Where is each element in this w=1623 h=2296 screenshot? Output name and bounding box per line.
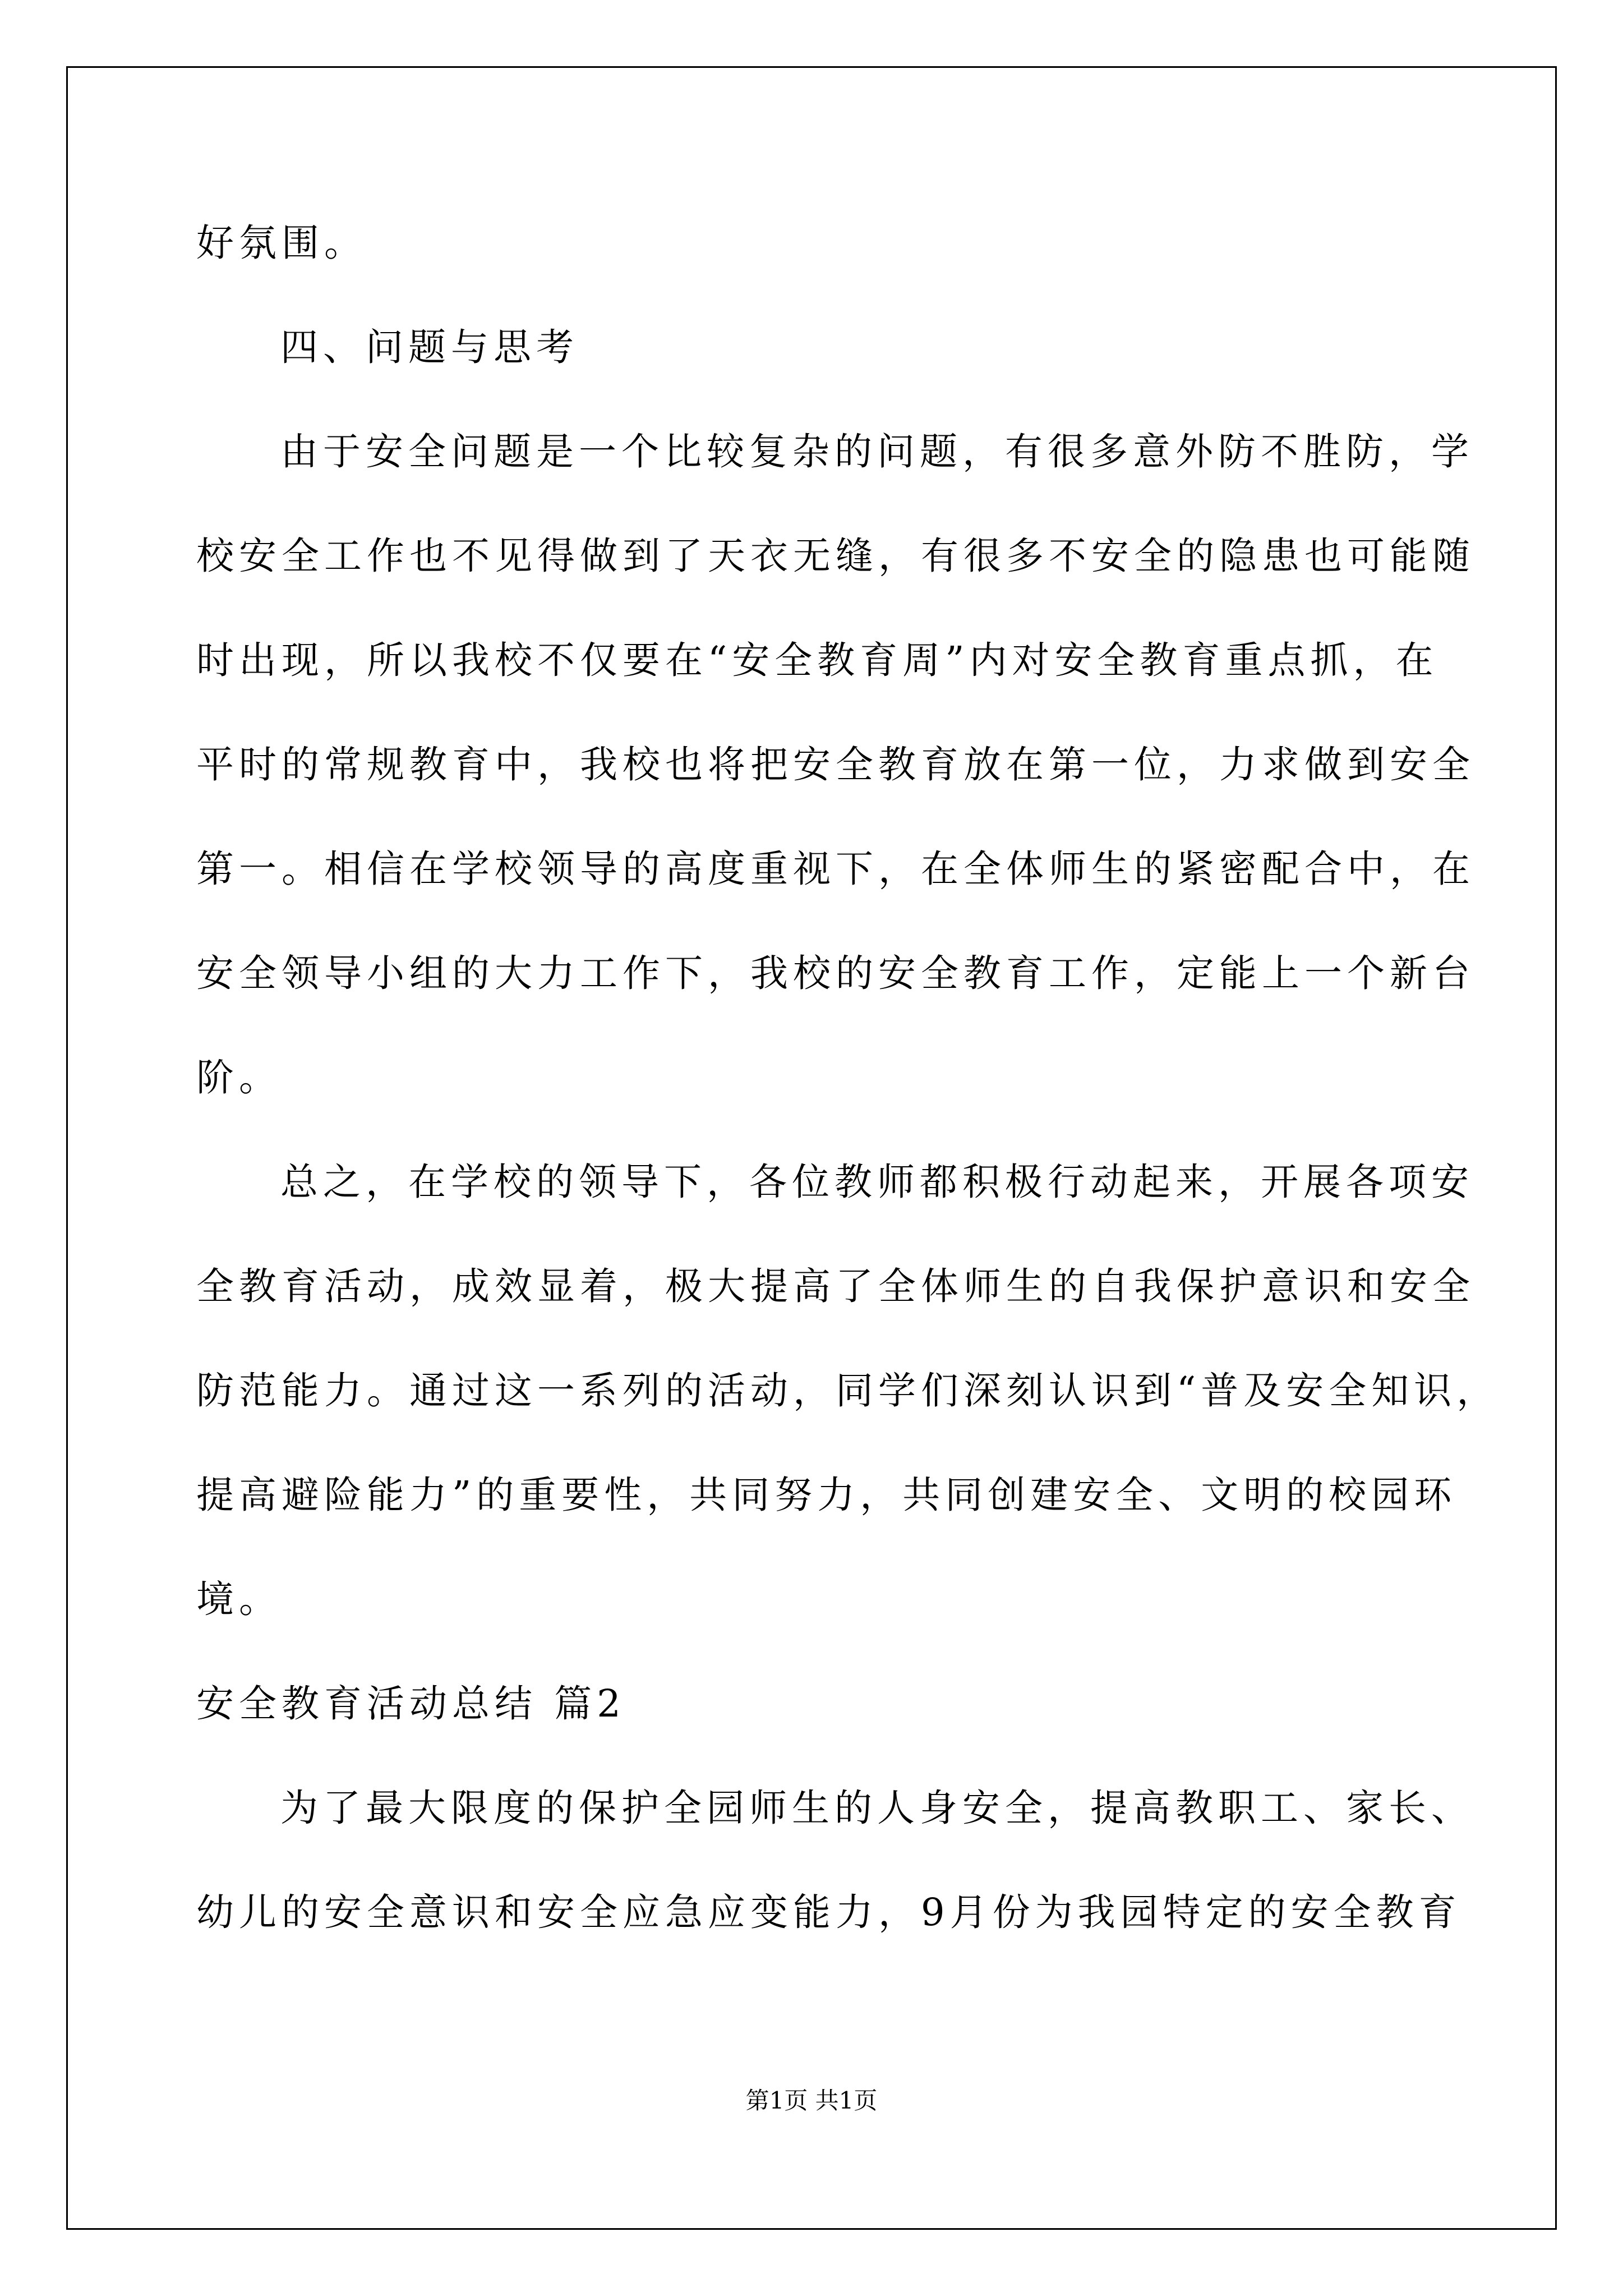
page-number-footer: 第1页 共1页 [745,2087,878,2114]
paragraph-line: 由于安全问题是一个比较复杂的问题，有很多意外防不胜防，学 [280,430,1474,473]
paragraph-line: 为了最大限度的保护全园师生的人身安全，提高教职工、家长、 [280,1786,1474,1830]
document-body [196,216,1500,1990]
paragraph-line: 总之，在学校的领导下，各位教师都积极行动起来，开展各项安 [280,1160,1474,1204]
paragraph-line: 防范能力。通过这一系列的活动，同学们深刻认识到“普及安全知识， [196,1369,1500,1412]
paragraph-line: 好氛围。 [196,221,367,265]
paragraph-line: 阶。 [196,1056,282,1099]
section-heading: 四、问题与思考 [280,325,579,369]
paragraph-line: 幼儿的安全意识和安全应急应变能力，9月份为我园特定的安全教育 [196,1890,1461,1934]
paragraph-line: 提高避险能力”的重要性，共同努力，共同创建安全、文明的校园环 [196,1473,1457,1517]
paragraph-line: 校安全工作也不见得做到了天衣无缝，有很多不安全的隐患也可能随 [196,534,1475,578]
paragraph-line: 境。 [196,1577,282,1621]
paragraph-line: 平时的常规教育中，我校也将把安全教育放在第一位，力求做到安全 [196,743,1475,786]
paragraph-line: 全教育活动，成效显着，极大提高了全体师生的自我保护意识和安全 [196,1264,1475,1308]
paragraph-line: 第一。相信在学校领导的高度重视下，在全体师生的紧密配合中，在 [196,847,1475,891]
paragraph-line: 时出现，所以我校不仅要在“安全教育周”内对安全教育重点抓，在 [196,638,1438,682]
article-title: 安全教育活动总结 篇2 [196,1682,626,1726]
paragraph-line: 安全领导小组的大力工作下，我校的安全教育工作，定能上一个新台 [196,951,1475,995]
